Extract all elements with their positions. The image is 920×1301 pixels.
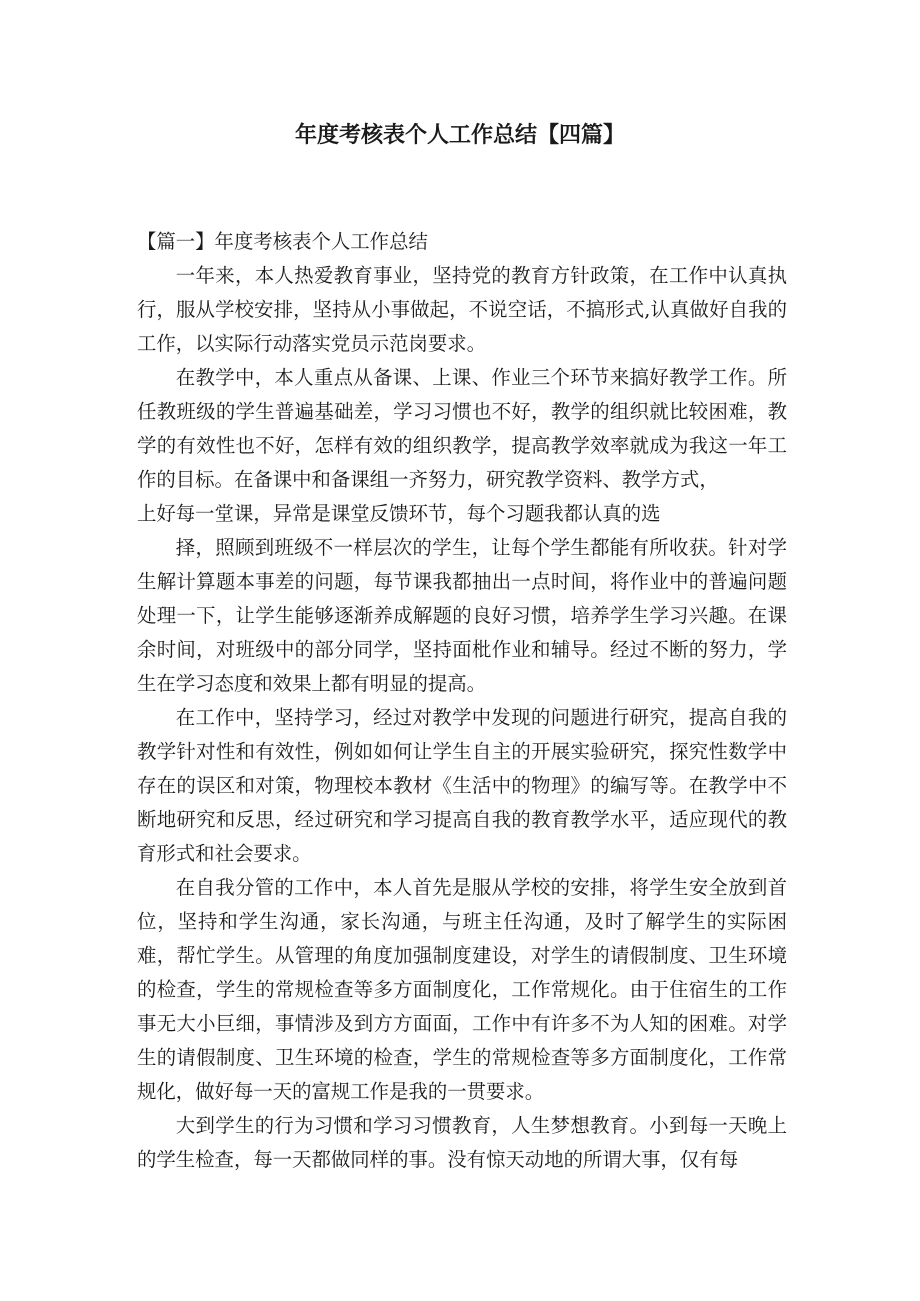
- document-body: [137, 225, 787, 1177]
- section-heading: 【篇一】年度考核表个人工作总结: [137, 230, 428, 253]
- paragraph-3: 择，照顾到班级不一样层次的学生，让每个学生都能有所收获。针对学生解计算题本事差的问题，每节课我都抽出一点时间，将作业中的普遍问题处理一下，让学生能够逐渐养成解题的良好习惯，培养学生学习兴趣。在课余时间，对班级中的部分同学，坚持面枇作业和辅导。经过不断的努力，学生在学习态度和效果上都有明显的提高。: [137, 536, 787, 695]
- paragraph-1: 一年来，本人热爱教育事业，坚持党的教育方针政策，在工作中认真执行，服从学校安排，坚持从小事做起，不说空话，不搞形式,认真做好自我的工作，以实际行动落实党员示范岗要求。: [137, 264, 787, 355]
- paragraph-2: 在教学中，本人重点从备课、上课、作业三个环节来搞好教学工作。所任教班级的学生普遍基础差，学习习惯也不好，教学的组织就比较困难，教学的有效性也不好，怎样有效的组织教学，提高教学效率就成为我这一年工作的目标。在备课中和备课组一齐努力，研究教学资料、教学方式，: [137, 366, 787, 491]
- document-title: 年度考核表个人工作总结【四篇】: [294, 123, 625, 148]
- paragraph-6: 大到学生的行为习惯和学习习惯教育，人生梦想教育。小到每一天晚上的学生检查，每一天都做同样的事。没有惊天动地的所谓大事，仅有每: [137, 1114, 787, 1171]
- paragraph-2-continued: 上好每一堂课，异常是课堂反馈环节，每个习题我都认真的选: [137, 502, 661, 525]
- paragraph-4: 在工作中，坚持学习，经过对教学中发现的问题进行研究，提高自我的教学针对性和有效性，例如如何让学生自主的开展实验研究，探究性数学中存在的误区和对策，物理校本教材《生活中的物理》的编写等。在教学中不断地研究和反思，经过研究和学习提高自我的教育教学水平，适应现代的教育形式和社会要求。: [137, 706, 787, 865]
- paragraph-5: 在自我分管的工作中，本人首先是服从学校的安排，将学生安全放到首位，坚持和学生沟通，家长沟通，与班主任沟通，及时了解学生的实际困难，帮忙学生。从管理的角度加强制度建设，对学生的请假制度、卫生环境的检查，学生的常规检查等多方面制度化，工作常规化。由于住宿生的工作事无大小巨细，事情涉及到方方面面，工作中有许多不为人知的困难。对学生的请假制度、卫生环境的检查，学生的常规检查等多方面制度化，工作常规化，做好每一天的富规工作是我的一贯要求。: [137, 876, 787, 1103]
